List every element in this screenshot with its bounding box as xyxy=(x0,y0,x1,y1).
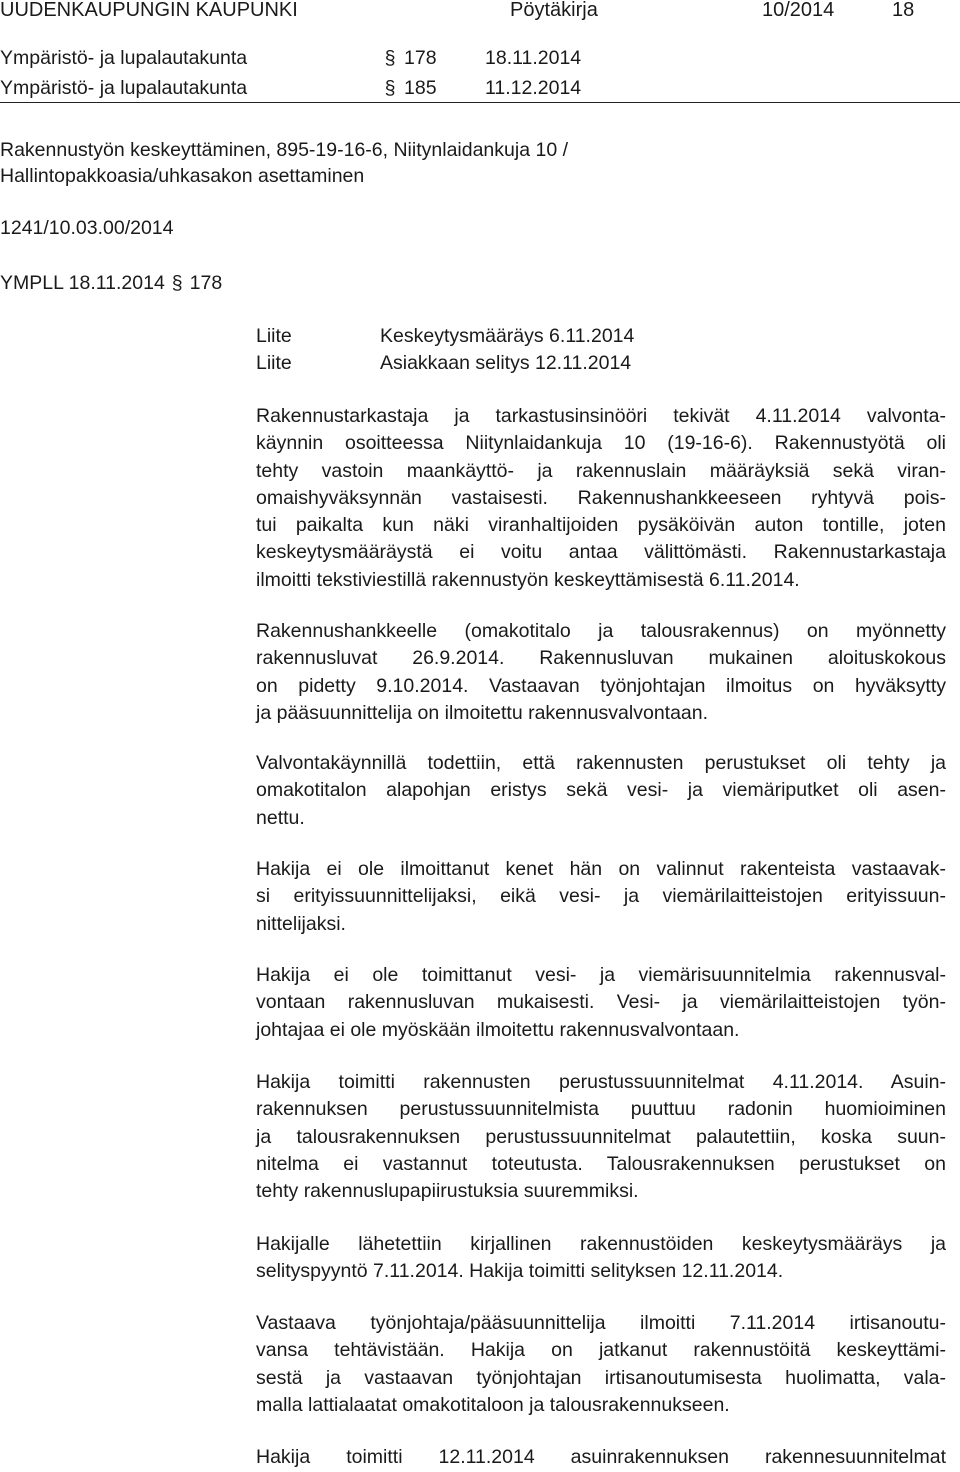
meeting-body: Ympäristö- ja lupalautakunta xyxy=(0,47,248,69)
attachment-name: Keskeytysmääräys 6.11.2014 xyxy=(380,325,635,347)
previous-handling xyxy=(0,272,222,294)
paragraph: Hakija toimitti 12.11.2014 asuinrakennuksen rakennesuunnitelmat xyxy=(256,1446,946,1468)
case-title-line-2: Hallintopakkoasia/uhkasakon asettaminen xyxy=(0,165,365,187)
paragraph: Rakennushankkeelle (omakotitalo ja talousrakennus) on myönnetty rakennusluvat 26.9.2014. Rakennusluvan mukainen aloituskokous on pidetty 9.10.2014. Vastaavan työnjohtajan ilmoitus on hyväksytty ja pääsuunnittelija on ilmoitettu rakennusvalvontaan. xyxy=(256,620,946,724)
section-symbol: § xyxy=(384,77,396,99)
paragraph: Rakennustarkastaja ja tarkastusinsinööri tekivät 4.11.2014 valvonta- käynnin osoitteessa Niitynlaidankuja 10 (19-16-6). Rakennustyötä oli tehty vastoin maankäyttö- ja rakennuslain määräyksiä sekä viran- omaishyväksynnän vastaisesti. Rakennushankkeeseen ryhtyvä pois- tui paikalta kun näki viranhaltijoiden pysäköivän auton tontille, joten keskeytysmääräystä ei voitu antaa välittömästi. Rakennustarkastaja ilmoitti tekstiviestillä rakennustyön keskeyttämisestä 6.11.2014. xyxy=(256,405,946,591)
diary-number: 1241/10.03.00/2014 xyxy=(0,217,174,239)
meeting-date: 11.12.2014 xyxy=(485,77,582,99)
paragraph: Hakija ei ole ilmoittanut kenet hän on valinnut rakenteista vastaavak- si erityissuunnittelijaksi, eikä vesi- ja viemärilaitteistojen erityissuun- nittelijaksi. xyxy=(256,858,946,935)
section-symbol: § xyxy=(384,47,396,69)
paragraph: Valvontakäynnillä todettiin, että rakennusten perustukset oli tehty ja omakotitalon alapohjan eristys sekä vesi- ja viemäriputket oli asen- nettu. xyxy=(256,752,946,829)
meeting-body: Ympäristö- ja lupalautakunta xyxy=(0,77,248,99)
attachment-label: Liite xyxy=(256,352,292,374)
meeting-date: 18.11.2014 xyxy=(485,47,582,69)
section-symbol: § xyxy=(171,272,183,294)
previous-handling-section: 178 xyxy=(189,272,223,294)
previous-handling-prefix: YMPLL 18.11.2014 xyxy=(0,272,165,294)
document-number: 10/2014 xyxy=(762,0,835,21)
meeting-section: 178 xyxy=(404,47,437,69)
document-type: Pöytäkirja xyxy=(510,0,598,21)
attachment-name: Asiakkaan selitys 12.11.2014 xyxy=(380,352,632,374)
case-title-line-1: Rakennustyön keskeyttäminen, 895-19-16-6, Niitynlaidankuja 10 / xyxy=(0,139,568,161)
header-divider xyxy=(0,102,960,103)
organization-name: UUDENKAUPUNGIN KAUPUNKI xyxy=(0,0,298,21)
page-number: 18 xyxy=(892,0,915,21)
meeting-section: 185 xyxy=(404,77,437,99)
paragraph: Hakija toimitti rakennusten perustussuunnitelmat 4.11.2014. Asuin- rakennuksen perustussuunnitelmista puuttuu radonin huomioiminen ja talousrakennuksen perustussuunnitelmat palautettiin, koska suun- nitelma ei vastannut toteutusta. Talousrakennuksen perustukset on tehty rakennuslupapiirustuksia suuremmiksi. xyxy=(256,1071,946,1203)
paragraph: Hakija ei ole toimittanut vesi- ja viemärisuunnitelmia rakennusval- vontaan rakennusluvan mukaisesti. Vesi- ja viemärilaitteistojen työn- johtajaa ei ole myöskään ilmoitettu rakennusvalvontaan. xyxy=(256,964,946,1041)
attachment-label: Liite xyxy=(256,325,292,347)
paragraph: Vastaava työnjohtaja/pääsuunnittelija ilmoitti 7.11.2014 irtisanoutu- vansa tehtävistään. Hakija on jatkanut rakennustöitä keskeyttämi- sestä ja vastaavan työnjohtajan irtisanoutumisesta huolimatta, vala- malla lattialaatat omakotitaloon ja talousrakennukseen. xyxy=(256,1312,946,1416)
paragraph: Hakijalle lähetettiin kirjallinen rakennustöiden keskeytysmääräys ja selityspyyntö 7.11.2014. Hakija toimitti selityksen 12.11.2014. xyxy=(256,1233,946,1283)
